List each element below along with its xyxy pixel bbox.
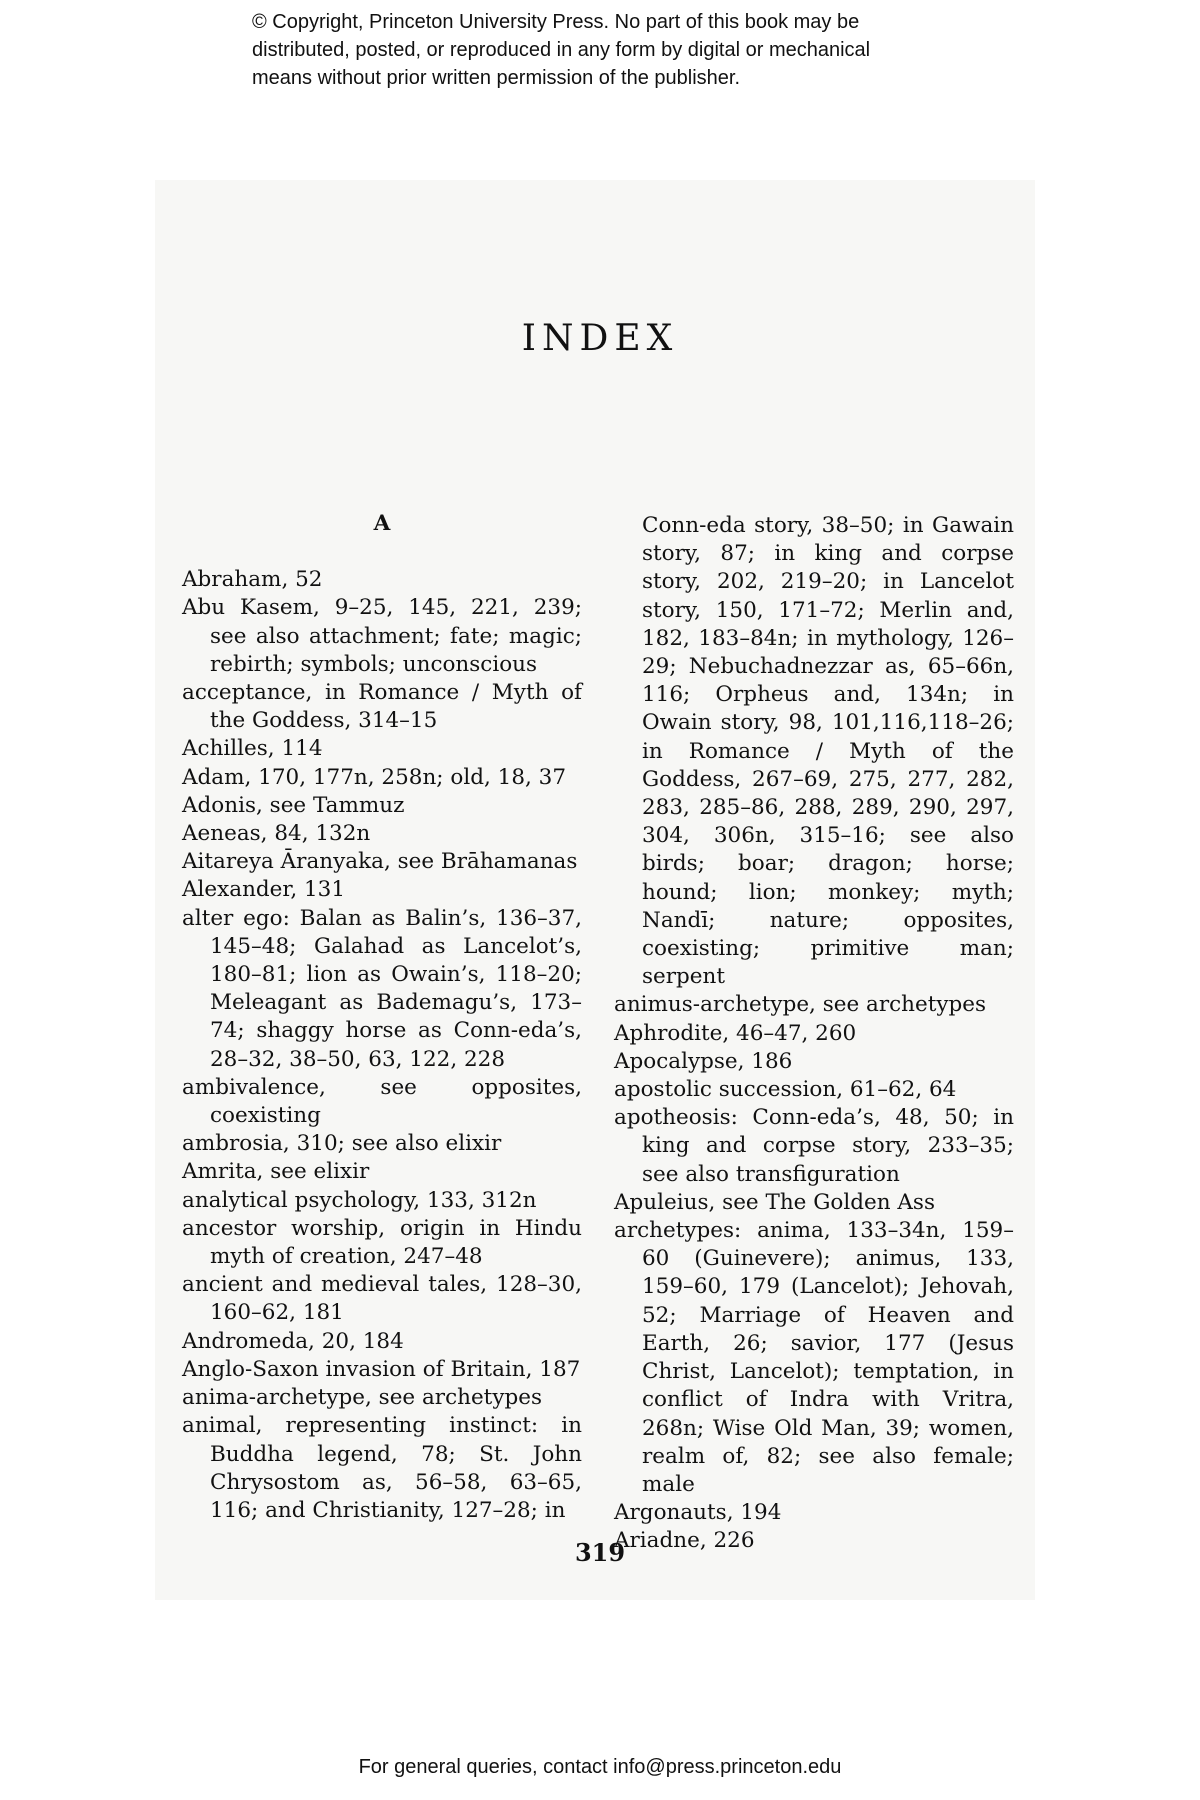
index-entry: Abu Kasem, 9–25, 145, 221, 239; see also attachment; fate; magic; rebirth; symbols; unconscious: [182, 595, 582, 677]
index-entry: ambivalence, see opposites, coexisting: [182, 1074, 582, 1129]
index-entry: Ariadne, 226: [614, 1528, 755, 1554]
index-entry: Aitareya Āranyaka, see Brāhamanas: [182, 849, 578, 875]
index-entry: Aeneas, 84, 132n: [182, 821, 371, 847]
letter-heading: A: [373, 511, 391, 536]
index-entry: Alexander, 131: [182, 877, 346, 903]
index-column-right: [614, 512, 1014, 1556]
index-entry: ancient and medieval tales, 128–30, 160–62, 181: [182, 1272, 582, 1326]
index-entry: Anglo-Saxon invasion of Britain, 187: [182, 1356, 581, 1382]
index-entry: Andromeda, 20, 184: [182, 1328, 404, 1354]
index-entry: anima-archetype, see archetypes: [182, 1385, 542, 1411]
index-entry: alter ego: Balan as Balin’s, 136–37, 145–48; Galahad as Lancelot’s, 180–81; lion as Owain’s, 118–20; Meleagant as Bademagu’s, 173–74; shaggy horse as Conn-eda’s, 28–32, 38–50, 63, 122, 228: [182, 905, 582, 1072]
copyright-notice: [252, 8, 972, 92]
index-entry: Aphrodite, 46–47, 260: [614, 1020, 857, 1046]
copyright-line: distributed, posted, or reproduced in any form by digital or mechanical: [252, 39, 871, 61]
copyright-line: means without prior written permission of the publisher.: [252, 67, 741, 89]
index-entry: Adam, 170, 177n, 258n; old, 18, 37: [182, 764, 567, 790]
copyright-line: © Copyright, Princeton University Press. No part of this book may be: [252, 11, 860, 33]
index-entry: acceptance, in Romance / Myth of the Goddess, 314–15: [182, 680, 582, 734]
index-entry: ambrosia, 310; see also elixir: [182, 1131, 502, 1157]
index-entry: archetypes: anima, 133–34n, 159–60 (Guinevere); animus, 133, 159–60, 179 (Lancelot); Jehovah, 52; Marriage of Heaven and Earth, 26; savior, 177 (Jesus Christ, Lancelot); temptation, in conflict of Indra with Vritra, 268n; Wise Old Man, 39; women, realm of, 82; see also female; male: [614, 1218, 1014, 1497]
index-entry: ancestor worship, origin in Hindu myth of creation, 247–48: [182, 1215, 582, 1270]
footer-contact: For general queries, contact info@press.princeton.edu: [358, 1756, 842, 1778]
index-entry: Adonis, see Tammuz: [182, 792, 405, 818]
index-entry: animal, representing instinct: in Buddha legend, 78; St. John Chrysostom as, 56–58, 63–65, 116; and Christianity, 127–28; in: [182, 1413, 582, 1523]
index-entry: apostolic succession, 61–62, 64: [614, 1077, 957, 1103]
index-entry: apotheosis: Conn-eda’s, 48, 50; in king and corpse story, 233–35; see also transfiguration: [614, 1105, 1014, 1187]
index-entry-continuation: Conn-eda story, 38–50; in Gawain story, 87; in king and corpse story, 202, 219–20; in Lancelot story, 150, 171–72; Merlin and, 182, 183–84n; in mythology, 126–29; Nebuchadnezzar as, 65–66n, 116; Orpheus and, 134n; in Owain story, 98, 101,116,118–26; in Romance / Myth of the Goddess, 267–69, 275, 277, 282, 283, 285–86, 288, 289, 290, 297, 304, 306n, 315–16; see also birds; boar; dragon; horse; hound; lion; monkey; myth; Nandī; nature; opposites, coexisting; primitive man; serpent: [642, 513, 1014, 990]
index-entry: Abraham, 52: [182, 567, 323, 593]
index-entry: Apocalypse, 186: [614, 1048, 793, 1074]
index-entry: Argonauts, 194: [614, 1500, 782, 1526]
index-entry: animus-archetype, see archetypes: [614, 992, 987, 1018]
index-entry: Achilles, 114: [182, 736, 323, 762]
page-title: INDEX: [521, 318, 679, 359]
index-entry: Amrita, see elixir: [182, 1159, 370, 1185]
index-column-left: [182, 510, 582, 1525]
page-number: 319: [574, 1538, 626, 1567]
index-entry: analytical psychology, 133, 312n: [182, 1187, 537, 1213]
index-entry: Apuleius, see The Golden Ass: [614, 1189, 935, 1215]
